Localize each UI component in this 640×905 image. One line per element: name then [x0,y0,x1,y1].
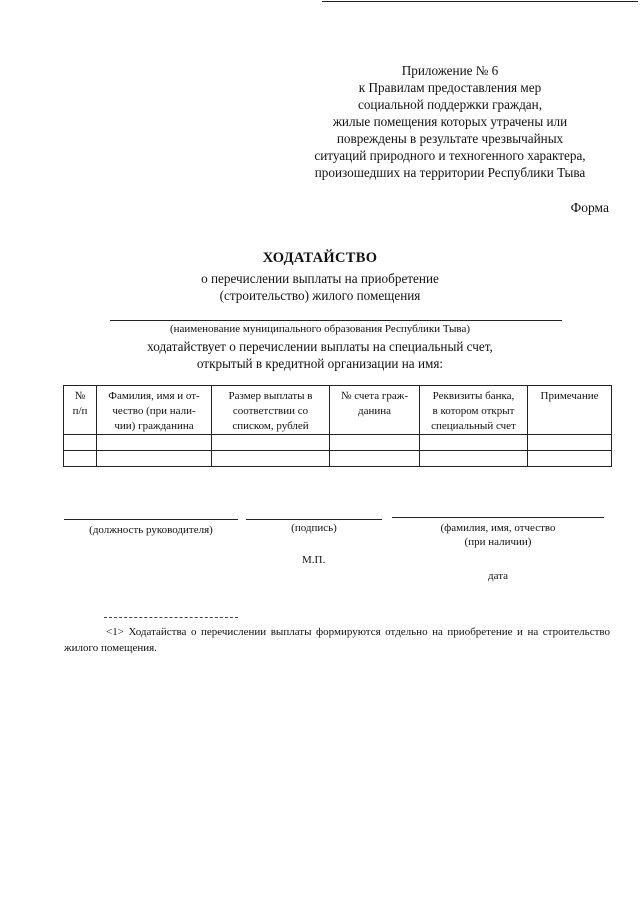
table-cell[interactable] [420,435,528,451]
petition-text [0,338,640,372]
header-number: № п/п [64,386,97,435]
subtitle-line: о перечислении выплаты на приобретение [201,271,439,286]
signature-caption: (подпись) [291,522,337,534]
appendix-line: Приложение № 6 [401,63,499,78]
header-full-name: Фамилия, имя и от- чество (при нали- чии) гражданина [97,386,212,435]
table-row [64,451,612,467]
table-cell[interactable] [97,435,212,451]
table-cell[interactable] [212,435,330,451]
stamp-label: М.П. [302,554,326,566]
top-rule [322,1,638,2]
table-cell[interactable] [330,435,420,451]
table-row [64,435,612,451]
payment-table [63,385,612,467]
municipal-caption: (наименование муниципального образования Республики Тыва) [169,323,470,335]
table-cell[interactable] [212,451,330,467]
table-cell[interactable] [330,451,420,467]
appendix-line: к Правилам предоставления мер [358,80,542,95]
date-label: дата [488,570,509,582]
table-cell[interactable] [528,451,612,467]
appendix-line: повреждены в результате чрезвычайных [336,131,564,146]
full-name-caption-line: (фамилия, имя, отчество [440,522,556,534]
document-subtitle [0,270,640,304]
appendix-header [270,62,630,181]
footnote-separator [104,617,238,618]
name-signature-line [392,517,604,518]
table-cell[interactable] [64,435,97,451]
document-title: ХОДАТАЙСТВО [262,250,378,266]
appendix-line: ситуаций природного и техногенного характера, [314,148,586,163]
full-name-caption-line: (при наличии) [464,536,532,548]
table-cell[interactable] [528,435,612,451]
table-header-row [64,386,612,435]
header-payment-amount: Размер выплаты в соответствии со списком, рублей [212,386,330,435]
appendix-line: социальной поддержки граждан, [357,97,543,112]
petition-line: открытый в кредитной организации на имя: [196,356,444,371]
petition-line: ходатайствует о перечислении выплаты на специальный счет, [147,339,493,354]
position-caption: (должность руководителя) [89,524,213,536]
header-bank-details: Реквизиты банка, в котором открыт специальный счет [420,386,528,435]
position-signature-line [64,519,238,520]
municipal-name-line [110,320,562,321]
appendix-line: жилые помещения которых утрачены или [332,114,568,129]
table-cell[interactable] [97,451,212,467]
table-cell[interactable] [420,451,528,467]
footnote: <1> Ходатайства о перечислении выплаты формируются отдельно на приобретение и на строительство жилого помещения. [64,626,610,654]
signature-line [246,519,382,520]
full-name-caption [392,521,604,549]
subtitle-line: (строительство) жилого помещения [219,288,421,303]
header-account-number: № счета граж- данина [330,386,420,435]
table-cell[interactable] [64,451,97,467]
form-label: Форма [570,200,609,215]
appendix-line: произошедших на территории Республики Тыва [314,165,586,180]
header-note: Примечание [528,386,612,435]
